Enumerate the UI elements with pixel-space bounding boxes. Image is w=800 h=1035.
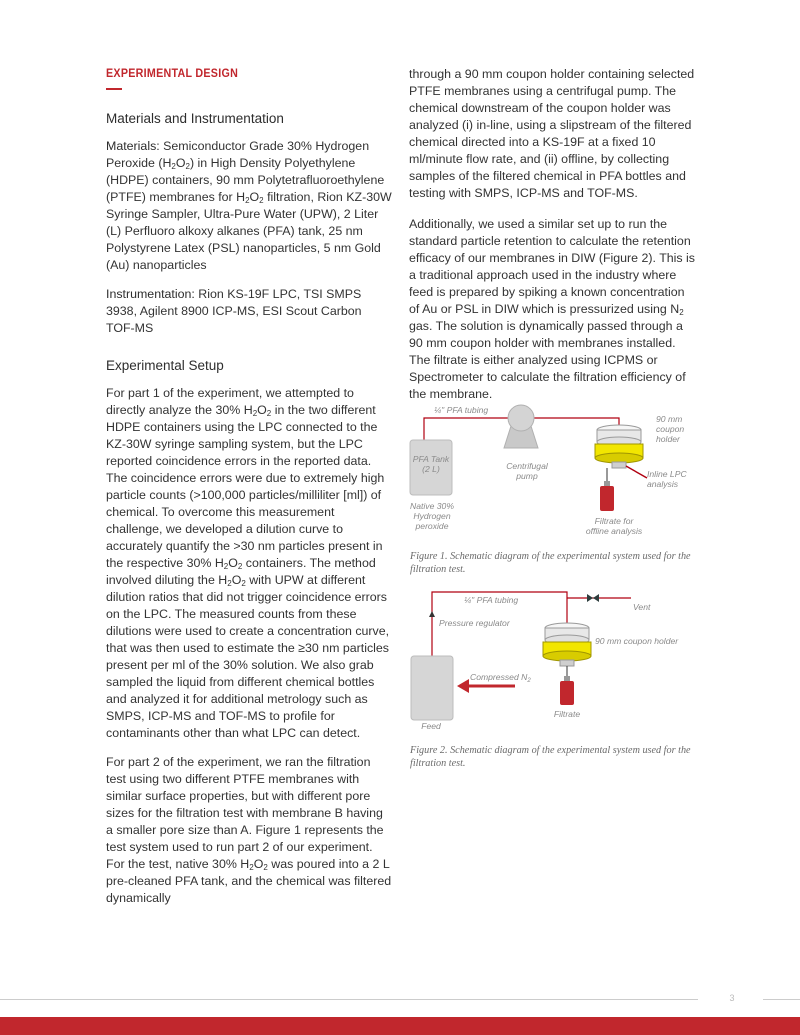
holder-label-2: coupon xyxy=(656,424,685,434)
vent-label: Vent xyxy=(633,602,651,612)
regulator-label: Pressure regulator xyxy=(439,618,510,628)
instrumentation-paragraph: Instrumentation: Rion KS-19F LPC, TSI SMPS 3938, Agilent 8900 ICP-MS, ESI Scout Carbon TOF-MS xyxy=(106,287,362,335)
compressed-label: Compressed $N_2$ xyxy=(470,672,531,684)
filtrate-bottle-icon xyxy=(560,676,574,705)
figure-2-caption: Figure 2. Schematic diagram of the experimental system used for the filtration test. xyxy=(410,745,691,769)
setup-paragraph-1: For part 1 of the experiment, we attempted to directly analyze the 30% $H_2O_2$ in the two different HDPE containers using the LPC connected to the KZ-30W syringe sampling system, but the LPC reported coincidence errors in the reported data. The coincidence errors were due to extremely high particle counts (>100,000 particles/milliliter [ml]) of chemical. To overcome this measurement challenge, we developed a dilution curve to accurately quantify the >30 nm particles present in the respective 30% $H_2O_2$ containers. The method involved diluting the $H_2O_2$ with UPW at different dilution ratios that did not trigger coincidence errors on the LPC. The measured counts from these dilutions were used to create a concentration curve, that was then used to estimate the ≥30 nm particles present per ml of the 30% solution. We also grab sampled the liquid from different chemical bottles and analyzed it for additional metrology such as SMPS, ICP-MS and TOF-MS to profile for contaminants other than what LPC can detect. xyxy=(106,386,390,740)
coupon-holder-icon xyxy=(595,425,643,468)
title-rule xyxy=(106,88,122,90)
lpc-line xyxy=(626,466,647,478)
filtrate-label-1: Filtrate for xyxy=(594,516,634,526)
setup-heading: Experimental Setup xyxy=(106,358,224,373)
filtrate-label: Filtrate xyxy=(553,709,581,719)
section-title: EXPERIMENTAL DESIGN xyxy=(106,68,239,80)
native-label-2: Hydrogen xyxy=(413,511,451,521)
native-label-3: peroxide xyxy=(415,521,449,531)
setup-paragraph-3: through a 90 mm coupon holder containing selected PTFE membranes using a centrifugal pump. The chemical downstream of the coupon holder was analyzed (i) in-line, using a slipstream of the filtered chemical directed into a KS-19F at a fixed 10 ml/minute flow rate, and (ii) offline, by collecting samples of the filtered chemical in PFA bottles and testing with SMPS, ICP-MS and TOF-MS. xyxy=(409,67,695,200)
pump-label: Centrifugal xyxy=(506,461,548,471)
tubing-label: ¼" PFA tubing xyxy=(434,405,489,415)
filtrate-label-2: offline analysis xyxy=(585,526,643,536)
holder-label-1: 90 mm xyxy=(656,414,683,424)
lpc-label-2: analysis xyxy=(647,479,679,489)
figure-1-caption: Figure 1. Schematic diagram of the experimental system used for the filtration test. xyxy=(410,551,691,575)
regulator-icon xyxy=(429,611,435,617)
lpc-label-1: Inline LPC xyxy=(647,469,687,479)
feed-label: Feed xyxy=(421,721,441,731)
right-column xyxy=(409,66,695,415)
native-label-1: Native 30% xyxy=(410,501,454,511)
tank-label: PFA Tank xyxy=(412,454,450,464)
feed-tank-icon xyxy=(411,656,453,720)
figure-1-diagram xyxy=(407,398,697,548)
setup-paragraph-4: Additionally, we used a similar set up to run the standard particle retention to calculate the retention efficacy of our membranes in DIW (Figure 2). This is a traditional approach used in the industry where feed is prepared by spiking a known concentration of Au or PSL in DIW which is pressurized using $N_2$ gas. The solution is dynamically passed through a 90 mm coupon holder with membranes installed. The filtrate is either analyzed using ICPMS or Spectrometer to calculate the filtration efficiency of the membrane. xyxy=(409,217,695,401)
holder-label-3: holder xyxy=(656,434,680,444)
page-number: 3 xyxy=(729,993,735,1003)
figure-2-diagram xyxy=(407,590,697,735)
coupon-holder-icon xyxy=(543,623,591,666)
pump-label-2: pump xyxy=(516,471,538,481)
setup-paragraph-2: For part 2 of the experiment, we ran the filtration test using two different PTFE membranes with similar surface properties, but with different pore sizes for the filtration test with membrane B having a smaller pore size than A. Figure 1 represents the test system used to run part 2 of our experiment. For the test, native 30% $H_2O_2$ was poured into a 2 L pre-cleaned PFA tank, and the chemical was filtered dynamically xyxy=(106,755,392,905)
holder-label: 90 mm coupon holder xyxy=(595,636,679,646)
pump-icon xyxy=(504,405,538,448)
tank-size-label: (2 L) xyxy=(422,464,440,474)
materials-paragraph: Materials: Semiconductor Grade 30% Hydrogen Peroxide $(H_2O_2)$ in High Density Polyethylene (HDPE) containers, 90 mm Polytetrafluoroethylene (PTFE) membranes for $H_2O_2$ filtration, Rion KZ-30W Syringe Sampler, Ultra-Pure Water (UPW), 2 Liter (L) Perfluoro alkoxy alkanes (PFA) tank, 25 nm Polystyrene Latex (PSL) nanoparticles, 5 nm Gold (Au) nanoparticles xyxy=(106,139,392,272)
filtrate-bottle-icon xyxy=(600,481,614,511)
materials-heading: Materials and Instrumentation xyxy=(106,111,284,126)
footer-bar xyxy=(0,1017,800,1035)
instrumentation-label: Instrumentation: xyxy=(106,287,195,301)
left-column xyxy=(106,66,392,919)
tubing-label: ¼" PFA tubing xyxy=(464,595,519,605)
vent-valve-icon xyxy=(587,594,599,602)
materials-label: Materials xyxy=(106,139,157,153)
footer-rule-right xyxy=(763,999,800,1000)
footer-rule xyxy=(0,999,698,1000)
